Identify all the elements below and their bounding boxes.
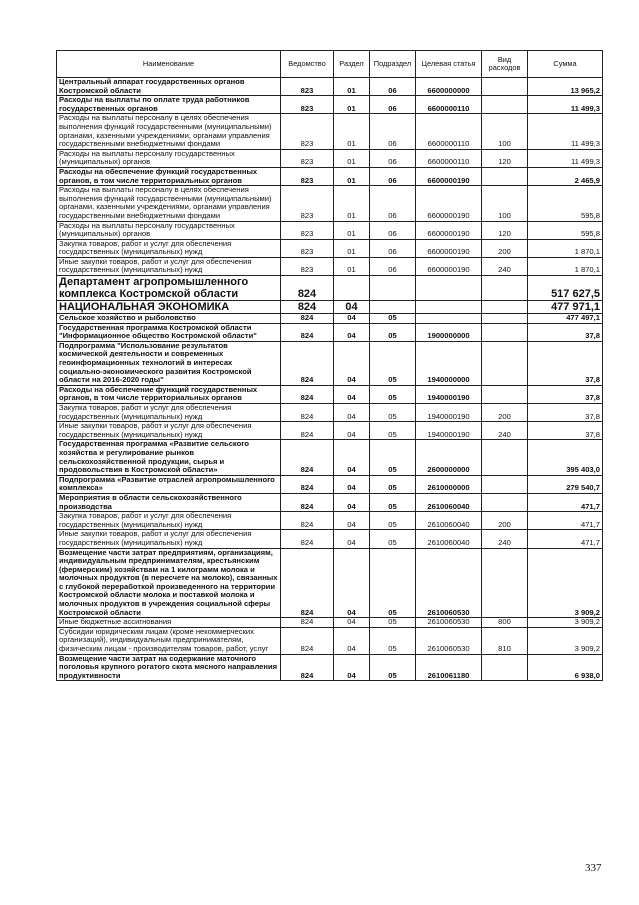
- row-section: 04: [334, 654, 370, 681]
- row-dept: 824: [281, 440, 334, 475]
- row-name: Возмещение части затрат на содержание маточного поголовья крупного рогатого скота мясного направления продуктивности: [57, 654, 281, 681]
- header-section: Раздел: [334, 51, 370, 78]
- row-target: 6600000110: [416, 96, 482, 114]
- row-name: Субсидии юридическим лицам (кроме некоммерческих организаций), индивидуальным предпринимателям, физическим лицам - производителям товаров, работ, услуг: [57, 627, 281, 654]
- row-subsection: 05: [370, 618, 416, 628]
- row-target: 1940000000: [416, 341, 482, 385]
- row-target: 1940000190: [416, 385, 482, 403]
- row-sum: 37,8: [528, 385, 603, 403]
- row-exptype: 100: [482, 186, 528, 221]
- row-subsection: 06: [370, 167, 416, 185]
- header-sum: Сумма: [528, 51, 603, 78]
- table-row: [57, 301, 603, 314]
- row-target: 2610060530: [416, 627, 482, 654]
- row-subsection: 05: [370, 530, 416, 548]
- header-dept: Ведомство: [281, 51, 334, 78]
- row-sum: 471,7: [528, 512, 603, 530]
- row-sum: 471,7: [528, 493, 603, 511]
- row-dept: 823: [281, 114, 334, 149]
- row-sum: 37,8: [528, 422, 603, 440]
- row-dept: 824: [281, 475, 334, 493]
- row-dept: 824: [281, 618, 334, 628]
- row-name: Расходы на обеспечение функций государственных органов, в том числе территориальных органов: [57, 167, 281, 185]
- row-exptype: [482, 276, 528, 301]
- table-row: [57, 493, 603, 511]
- table-row: [57, 654, 603, 681]
- row-subsection: 06: [370, 114, 416, 149]
- row-subsection: 05: [370, 512, 416, 530]
- row-target: 2610060530: [416, 618, 482, 628]
- row-subsection: 06: [370, 78, 416, 96]
- row-dept: 824: [281, 548, 334, 618]
- row-name: НАЦИОНАЛЬНАЯ ЭКОНОМИКА: [57, 301, 281, 314]
- table-row: [57, 114, 603, 149]
- row-section: 04: [334, 301, 370, 314]
- row-name: Иные закупки товаров, работ и услуг для обеспечения государственных (муниципальных) нужд: [57, 422, 281, 440]
- row-sum: 1 870,1: [528, 257, 603, 275]
- row-exptype: 120: [482, 149, 528, 167]
- row-target: 6600000190: [416, 186, 482, 221]
- row-exptype: 240: [482, 422, 528, 440]
- row-exptype: [482, 475, 528, 493]
- row-dept: 823: [281, 96, 334, 114]
- row-subsection: 05: [370, 323, 416, 341]
- row-section: 01: [334, 78, 370, 96]
- row-subsection: 05: [370, 422, 416, 440]
- row-dept: 823: [281, 186, 334, 221]
- row-exptype: 240: [482, 257, 528, 275]
- row-target: 1900000000: [416, 323, 482, 341]
- row-target: 2610060040: [416, 493, 482, 511]
- row-subsection: 05: [370, 404, 416, 422]
- budget-table: [56, 50, 603, 681]
- table-body: [57, 78, 603, 681]
- header-subsection: Подраздел: [370, 51, 416, 78]
- table-row: [57, 475, 603, 493]
- row-exptype: [482, 493, 528, 511]
- row-name: Сельское хозяйство и рыболовство: [57, 314, 281, 324]
- row-target: 6600000190: [416, 167, 482, 185]
- row-dept: 824: [281, 654, 334, 681]
- row-sum: 279 540,7: [528, 475, 603, 493]
- row-subsection: 06: [370, 186, 416, 221]
- row-subsection: 05: [370, 627, 416, 654]
- row-subsection: 05: [370, 548, 416, 618]
- row-exptype: 120: [482, 221, 528, 239]
- row-subsection: 06: [370, 96, 416, 114]
- row-subsection: 06: [370, 221, 416, 239]
- row-target: 2610060040: [416, 512, 482, 530]
- row-name: Департамент агропромышленного комплекса Костромской области: [57, 276, 281, 301]
- row-target: 6600000190: [416, 221, 482, 239]
- table-row: [57, 385, 603, 403]
- table-row: [57, 341, 603, 385]
- row-target: 1940000190: [416, 422, 482, 440]
- row-dept: 823: [281, 221, 334, 239]
- row-sum: 11 499,3: [528, 114, 603, 149]
- table-row: [57, 221, 603, 239]
- row-section: 04: [334, 548, 370, 618]
- table-row: [57, 323, 603, 341]
- row-section: 04: [334, 530, 370, 548]
- row-target: 2610061180: [416, 654, 482, 681]
- row-section: 04: [334, 627, 370, 654]
- row-name: Закупка товаров, работ и услуг для обеспечения государственных (муниципальных) нужд: [57, 512, 281, 530]
- row-dept: 824: [281, 627, 334, 654]
- table-row: [57, 78, 603, 96]
- table-row: [57, 530, 603, 548]
- header-exptype: Вид расходов: [482, 51, 528, 78]
- row-subsection: [370, 301, 416, 314]
- row-exptype: 200: [482, 239, 528, 257]
- row-sum: 3 909,2: [528, 627, 603, 654]
- row-name: Возмещение части затрат предприятиям, организациям, индивидуальным предпринимателям, крестьянским (фермерским) хозяйствам на 1 килограмм молока и молочных продуктов (в пересчете на молоко), связанных с глубокой переработкой произведенного на территории Костромской области молока и поставкой молока и молочных продуктов в учреждения социальной сферы Костромской области: [57, 548, 281, 618]
- row-target: 6600000190: [416, 257, 482, 275]
- row-dept: 823: [281, 167, 334, 185]
- row-name: Расходы на выплаты по оплате труда работников государственных органов: [57, 96, 281, 114]
- row-sum: 3 909,2: [528, 618, 603, 628]
- row-exptype: [482, 323, 528, 341]
- row-dept: 824: [281, 493, 334, 511]
- row-exptype: 100: [482, 114, 528, 149]
- row-section: 04: [334, 314, 370, 324]
- row-subsection: [370, 276, 416, 301]
- table-row: [57, 257, 603, 275]
- table-row: [57, 167, 603, 185]
- row-name: Расходы на выплаты персоналу государственных (муниципальных) органов: [57, 221, 281, 239]
- row-sum: 37,8: [528, 341, 603, 385]
- row-name: Расходы на выплаты персоналу в целях обеспечения выполнения функций государственными (муниципальными) органами, казенными учреждениями, органами управления государственными внебюджетными фондами: [57, 114, 281, 149]
- row-sum: 3 909,2: [528, 548, 603, 618]
- row-target: 6600000000: [416, 78, 482, 96]
- table-header-row: [57, 51, 603, 78]
- row-dept: 824: [281, 276, 334, 301]
- row-section: 04: [334, 323, 370, 341]
- row-subsection: 05: [370, 654, 416, 681]
- header-target: Целевая статья: [416, 51, 482, 78]
- row-sum: 477 971,1: [528, 301, 603, 314]
- row-sum: 37,8: [528, 404, 603, 422]
- row-exptype: [482, 654, 528, 681]
- page-number: 337: [585, 862, 602, 874]
- row-target: 2610000000: [416, 475, 482, 493]
- table-row: [57, 149, 603, 167]
- row-name: Расходы на выплаты персоналу в целях обеспечения выполнения функций государственными (муниципальными) органами, казенными учреждениями, органами управления государственными внебюджетными фондами: [57, 186, 281, 221]
- row-dept: 824: [281, 301, 334, 314]
- row-target: 2610060040: [416, 530, 482, 548]
- row-sum: 2 465,9: [528, 167, 603, 185]
- row-subsection: 05: [370, 314, 416, 324]
- row-exptype: 240: [482, 530, 528, 548]
- table-row: [57, 314, 603, 324]
- row-sum: 6 938,0: [528, 654, 603, 681]
- row-sum: 11 499,3: [528, 96, 603, 114]
- row-exptype: 200: [482, 512, 528, 530]
- row-dept: 824: [281, 341, 334, 385]
- row-section: 04: [334, 440, 370, 475]
- table-row: [57, 239, 603, 257]
- row-name: Государственная программа «Развитие сельского хозяйства и регулирование рынков сельскохозяйственной продукции, сырья и продовольствия в Костромской области»: [57, 440, 281, 475]
- row-dept: 824: [281, 404, 334, 422]
- row-exptype: [482, 548, 528, 618]
- row-name: Мероприятия в области сельскохозяйственного производства: [57, 493, 281, 511]
- row-exptype: [482, 440, 528, 475]
- row-name: Расходы на выплаты персоналу государственных (муниципальных) органов: [57, 149, 281, 167]
- row-section: 04: [334, 493, 370, 511]
- table-row: [57, 96, 603, 114]
- row-sum: 1 870,1: [528, 239, 603, 257]
- table-row: [57, 440, 603, 475]
- row-subsection: 05: [370, 493, 416, 511]
- row-target: 2600000000: [416, 440, 482, 475]
- header-name: Наименование: [57, 51, 281, 78]
- row-sum: 517 627,5: [528, 276, 603, 301]
- row-section: 04: [334, 341, 370, 385]
- row-exptype: [482, 385, 528, 403]
- row-name: Иные закупки товаров, работ и услуг для обеспечения государственных (муниципальных) нужд: [57, 257, 281, 275]
- row-dept: 824: [281, 385, 334, 403]
- row-exptype: [482, 341, 528, 385]
- row-exptype: 200: [482, 404, 528, 422]
- row-name: Закупка товаров, работ и услуг для обеспечения государственных (муниципальных) нужд: [57, 404, 281, 422]
- row-dept: 823: [281, 257, 334, 275]
- row-section: 04: [334, 475, 370, 493]
- row-exptype: 810: [482, 627, 528, 654]
- row-dept: 823: [281, 149, 334, 167]
- row-name: Расходы на обеспечение функций государственных органов, в том числе территориальных органов: [57, 385, 281, 403]
- row-subsection: 06: [370, 257, 416, 275]
- row-name: Закупка товаров, работ и услуг для обеспечения государственных (муниципальных) нужд: [57, 239, 281, 257]
- row-target: [416, 314, 482, 324]
- row-exptype: [482, 78, 528, 96]
- row-name: Иные закупки товаров, работ и услуг для обеспечения государственных (муниципальных) нужд: [57, 530, 281, 548]
- table-row: [57, 276, 603, 301]
- row-name: Подпрограмма "Использование результатов космической деятельности и современных геоинформационных технологий в интересах социально-экономического развития Костромской области на 2016-2020 годы": [57, 341, 281, 385]
- row-sum: 595,8: [528, 221, 603, 239]
- row-section: 04: [334, 618, 370, 628]
- table-row: [57, 548, 603, 618]
- row-section: 01: [334, 96, 370, 114]
- row-exptype: 800: [482, 618, 528, 628]
- table-row: [57, 186, 603, 221]
- row-subsection: 06: [370, 239, 416, 257]
- row-section: 01: [334, 221, 370, 239]
- row-subsection: 05: [370, 440, 416, 475]
- row-section: [334, 276, 370, 301]
- row-section: 01: [334, 114, 370, 149]
- row-target: 2610060530: [416, 548, 482, 618]
- table-row: [57, 404, 603, 422]
- row-dept: 824: [281, 323, 334, 341]
- row-name: Центральный аппарат государственных органов Костромской области: [57, 78, 281, 96]
- row-sum: 595,8: [528, 186, 603, 221]
- row-subsection: 06: [370, 149, 416, 167]
- row-target: [416, 301, 482, 314]
- row-section: 04: [334, 385, 370, 403]
- row-exptype: [482, 301, 528, 314]
- row-target: [416, 276, 482, 301]
- table-row: [57, 422, 603, 440]
- row-dept: 824: [281, 314, 334, 324]
- row-exptype: [482, 167, 528, 185]
- table-row: [57, 627, 603, 654]
- row-section: 01: [334, 149, 370, 167]
- row-sum: 395 403,0: [528, 440, 603, 475]
- row-target: 6600000110: [416, 149, 482, 167]
- row-dept: 823: [281, 239, 334, 257]
- row-dept: 824: [281, 530, 334, 548]
- row-section: 01: [334, 167, 370, 185]
- row-subsection: 05: [370, 341, 416, 385]
- row-dept: 824: [281, 422, 334, 440]
- row-name: Государственная программа Костромской области "Информационное общество Костромской области": [57, 323, 281, 341]
- row-sum: 471,7: [528, 530, 603, 548]
- row-exptype: [482, 314, 528, 324]
- row-sum: 13 965,2: [528, 78, 603, 96]
- row-name: Подпрограмма «Развитие отраслей агропромышленного комплекса»: [57, 475, 281, 493]
- row-dept: 823: [281, 78, 334, 96]
- row-section: 01: [334, 186, 370, 221]
- row-section: 04: [334, 512, 370, 530]
- row-subsection: 05: [370, 385, 416, 403]
- row-sum: 477 497,1: [528, 314, 603, 324]
- table-row: [57, 512, 603, 530]
- row-target: 6600000190: [416, 239, 482, 257]
- row-target: 1940000190: [416, 404, 482, 422]
- row-dept: 824: [281, 512, 334, 530]
- row-sum: 37,8: [528, 323, 603, 341]
- row-section: 04: [334, 404, 370, 422]
- row-exptype: [482, 96, 528, 114]
- row-subsection: 05: [370, 475, 416, 493]
- row-section: 04: [334, 422, 370, 440]
- row-sum: 11 499,3: [528, 149, 603, 167]
- table-row: [57, 618, 603, 628]
- row-section: 01: [334, 257, 370, 275]
- row-section: 01: [334, 239, 370, 257]
- row-target: 6600000110: [416, 114, 482, 149]
- row-name: Иные бюджетные ассигнования: [57, 618, 281, 628]
